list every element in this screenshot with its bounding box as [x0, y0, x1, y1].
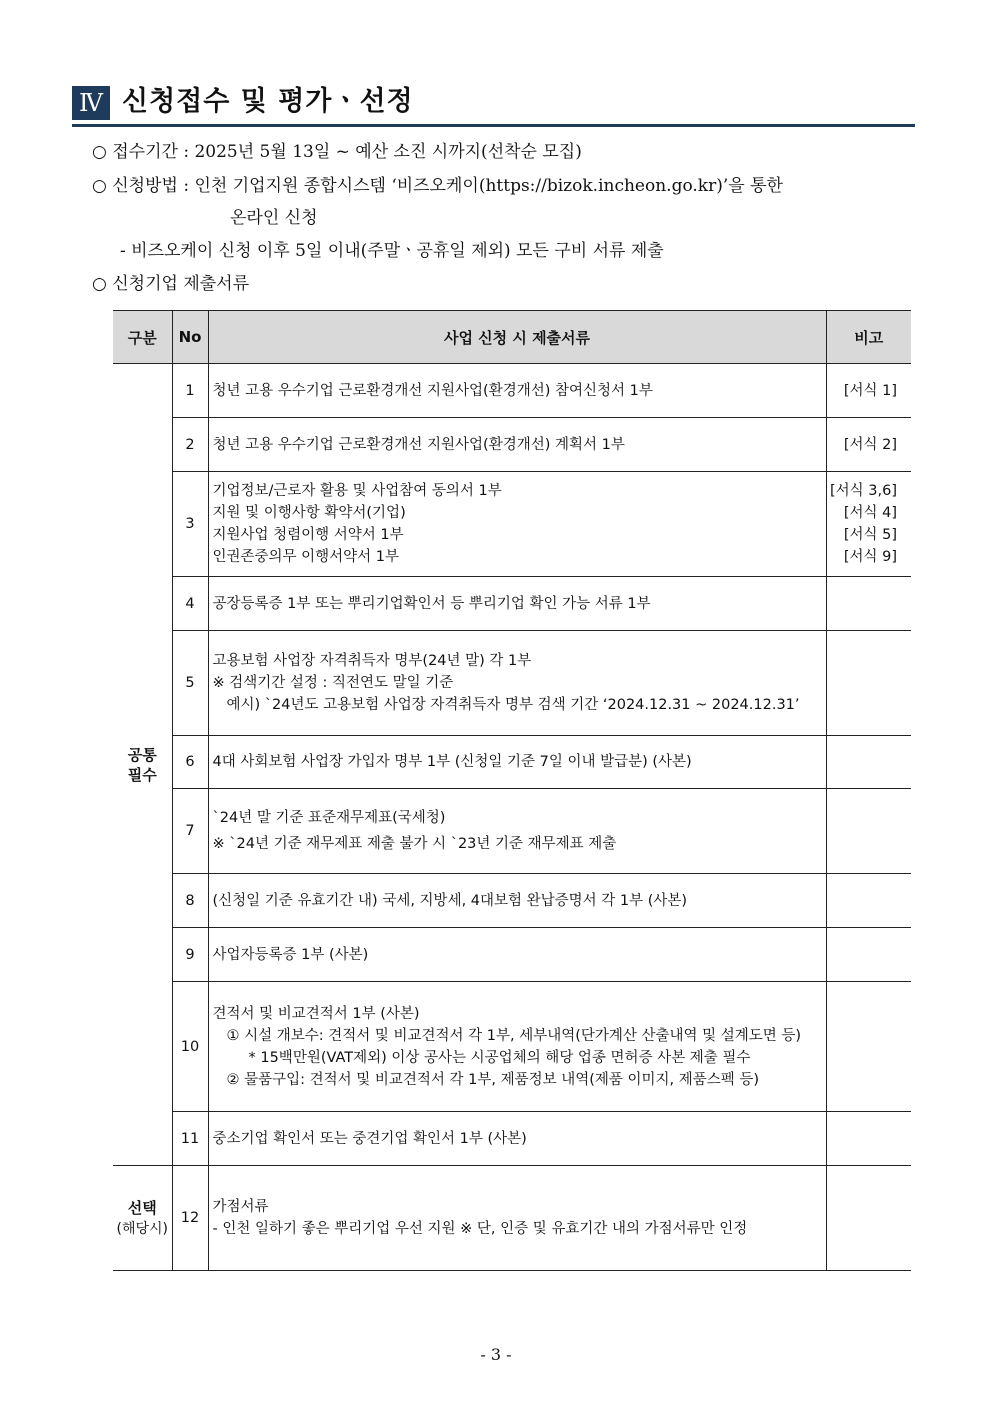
row-note [826, 736, 911, 789]
table-row [113, 982, 911, 1112]
doc-line: 인권존중의무 이행서약서 1부 [212, 549, 400, 565]
row-note [826, 472, 911, 577]
doc-line: (신청일 기준 유효기간 내) 국세, 지방세, 4대보험 완납증명서 각 1부 (사본) [212, 892, 688, 909]
row-documents [208, 364, 826, 418]
row-note [826, 364, 911, 418]
row-documents [208, 789, 826, 874]
category-common-line2: 필수 [127, 765, 157, 784]
doc-line: ※ `24년 기준 재무제표 제출 불가 시 `23년 기준 재무제표 제출 [212, 836, 617, 852]
doc-line: 사업자등록증 1부 (사본) [212, 946, 369, 963]
documents-heading: ○ 신청기업 제출서류 [92, 274, 250, 294]
row-no: 11 [172, 1112, 208, 1166]
doc-line: - 인천 일하기 좋은 뿌리기업 우선 지원 ※ 단, 인증 및 유효기간 내의 가점서류만 인정 [212, 1221, 748, 1237]
category-optional [113, 1166, 172, 1271]
section-heading [72, 86, 915, 127]
doc-line: `24년 말 기준 표준재무제표(국세청) [212, 810, 446, 826]
row-note [826, 577, 911, 631]
section-number: Ⅳ [72, 86, 110, 120]
category-common-line1: 공통 [127, 745, 157, 764]
header-note: 비고 [826, 311, 911, 364]
category-optional-line2: (해당시) [116, 1220, 168, 1237]
doc-line: 고용보험 사업장 자격취득자 명부(24년 말) 각 1부 [212, 653, 532, 669]
doc-line: 견적서 및 비교견적서 1부 (사본) [212, 1005, 420, 1022]
table-row [113, 928, 911, 982]
page-number: - 3 - [480, 1345, 512, 1364]
row-documents [208, 631, 826, 736]
note-line: [서식 1] [843, 382, 897, 399]
category-common [113, 364, 172, 1166]
row-note [826, 631, 911, 736]
row-no: 5 [172, 631, 208, 736]
doc-line: 지원 및 이행사항 확약서(기업) [212, 505, 406, 521]
doc-line: ※ 검색기간 설정 : 직전연도 말일 기준 [212, 675, 454, 691]
header-documents: 사업 신청 시 제출서류 [208, 311, 826, 364]
table-row [113, 364, 911, 418]
note-line: [서식 2] [843, 436, 897, 453]
doc-line: 중소기업 확인서 또는 중견기업 확인서 1부 (사본) [212, 1130, 527, 1147]
application-method-cont: 온라인 신청 [230, 208, 318, 228]
row-no: 10 [172, 982, 208, 1112]
table-row [113, 1112, 911, 1166]
row-no: 3 [172, 472, 208, 577]
row-note [826, 1166, 911, 1271]
header-category: 구분 [113, 311, 172, 364]
row-no: 9 [172, 928, 208, 982]
row-no: 12 [172, 1166, 208, 1271]
row-no: 1 [172, 364, 208, 418]
doc-line: 4대 사회보험 사업장 가입자 명부 1부 (신청일 기준 7일 이내 발급분) (사본) [212, 754, 692, 770]
table-row [113, 789, 911, 874]
doc-line: 공장등록증 1부 또는 뿌리기업확인서 등 뿌리기업 확인 가능 서류 1부 [212, 595, 651, 612]
table-row [113, 577, 911, 631]
row-note [826, 928, 911, 982]
doc-line: 청년 고용 우수기업 근로환경개선 지원사업(환경개선) 참여신청서 1부 [212, 382, 653, 399]
note-line: [서식 5] [843, 527, 897, 543]
row-no: 7 [172, 789, 208, 874]
doc-line: 예시) `24년도 고용보험 사업장 자격취득자 명부 검색 기간 ‘2024.12.31 ~ 2024.12.31’ [226, 697, 800, 713]
header-no: No [172, 311, 208, 364]
row-no: 2 [172, 418, 208, 472]
row-documents [208, 472, 826, 577]
row-documents [208, 736, 826, 789]
table-header-row [113, 311, 911, 364]
row-note [826, 1112, 911, 1166]
table-row [113, 874, 911, 928]
row-documents [208, 577, 826, 631]
doc-line: * 15백만원(VAT제외) 이상 공사는 시공업체의 해당 업종 면허증 사본 제출 필수 [248, 1049, 751, 1066]
note-line: [서식 4] [843, 505, 897, 521]
application-method: ○ 신청방법 : 인천 기업지원 종합시스템 ‘비즈오케이(https://bizok.incheon.go.kr)’을 통한 [92, 176, 783, 196]
table-row [113, 418, 911, 472]
doc-line: 지원사업 청렴이행 서약서 1부 [212, 527, 404, 543]
row-documents [208, 982, 826, 1112]
doc-line: ② 물품구입: 견적서 및 비교견적서 각 1부, 제품정보 내역(제품 이미지, 제품스펙 등) [226, 1071, 760, 1088]
note-line: [서식 9] [843, 549, 897, 565]
note-line: [서식 3,6] [830, 483, 897, 499]
row-note [826, 982, 911, 1112]
row-documents [208, 1166, 826, 1271]
doc-line: 기업정보/근로자 활용 및 사업참여 동의서 1부 [212, 483, 502, 499]
doc-line: 청년 고용 우수기업 근로환경개선 지원사업(환경개선) 계획서 1부 [212, 436, 625, 453]
doc-line: 가점서류 [212, 1199, 269, 1215]
row-no: 8 [172, 874, 208, 928]
row-documents [208, 928, 826, 982]
application-period: ○ 접수기간 : 2025년 5월 13일 ~ 예산 소진 시까지(선착순 모집) [92, 142, 582, 162]
category-optional-line1: 선택 [127, 1198, 157, 1217]
table-row [113, 1166, 911, 1271]
row-no: 6 [172, 736, 208, 789]
row-note [826, 789, 911, 874]
doc-line: ① 시설 개보수: 견적서 및 비교견적서 각 1부, 세부내역(단가계산 산출내역 및 설계도면 등) [226, 1027, 802, 1044]
row-note [826, 874, 911, 928]
table-row [113, 631, 911, 736]
row-documents [208, 418, 826, 472]
row-note [826, 418, 911, 472]
documents-table [113, 310, 911, 1271]
row-documents [208, 1112, 826, 1166]
row-no: 4 [172, 577, 208, 631]
row-documents [208, 874, 826, 928]
submission-deadline-note: - 비즈오케이 신청 이후 5일 이내(주말ㆍ공휴일 제외) 모든 구비 서류 제출 [120, 241, 664, 261]
section-title: 신청접수 및 평가ㆍ선정 [122, 86, 414, 117]
table-row [113, 472, 911, 577]
table-row [113, 736, 911, 789]
